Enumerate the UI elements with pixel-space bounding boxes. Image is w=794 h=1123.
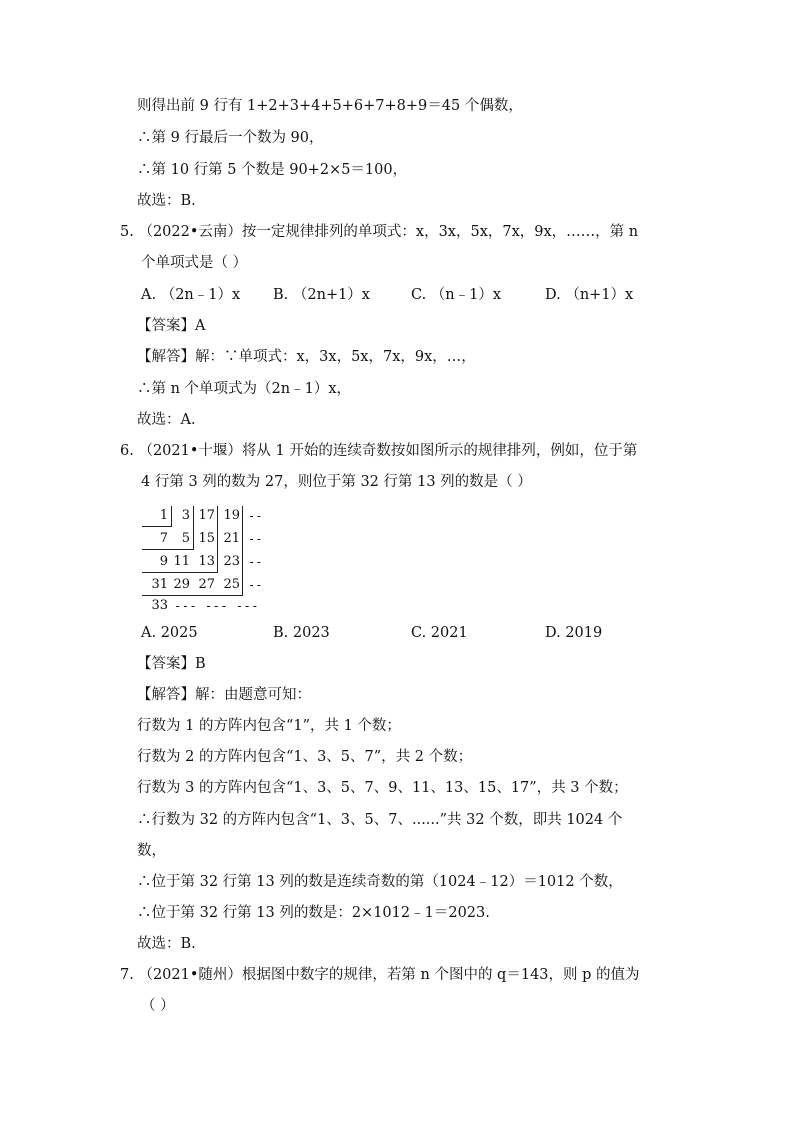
- line-l1: 则得出前 9 行有 1+2+3+4+5+6+7+8+9＝45 个偶数，: [137, 98, 523, 114]
- grid-cell: 11: [173, 554, 190, 569]
- grid-cell: 5: [181, 531, 190, 546]
- q6-option-d: D. 2019: [545, 625, 603, 641]
- grid-dash: --: [248, 578, 263, 592]
- grid-line: [171, 506, 172, 526]
- grid-cell: 31: [151, 577, 168, 592]
- grid-cell: 15: [198, 531, 215, 546]
- q6-solution-step-1: 行数为 1 的方阵内包含“1”，共 1 个数；: [137, 718, 401, 734]
- odd-number-grid-figure: [142, 506, 272, 612]
- q6-option-a: A. 2025: [141, 625, 198, 641]
- grid-line: [142, 549, 194, 550]
- grid-line: [217, 506, 218, 572]
- q6-solution-step-7: ∴位于第 32 行第 13 列的数是：2×1012﹣1＝2023.: [137, 905, 490, 921]
- grid-cell: 13: [198, 554, 215, 569]
- question-5-stem-cont: 个单项式是（ ）: [141, 255, 248, 271]
- grid-cell: 27: [198, 577, 215, 592]
- q5-option-c: C. （n﹣1）x: [411, 287, 502, 303]
- q5-option-a: A. （2n﹣1）x: [141, 287, 241, 303]
- grid-line: [142, 526, 172, 527]
- q5-solution-step-2: ∴第 n 个单项式为（2n﹣1）x，: [137, 381, 352, 397]
- q6-solution-step-5: 数，: [137, 843, 166, 859]
- q5-option-b: B. （2n+1）x: [273, 287, 370, 303]
- grid-cell: 1: [159, 508, 168, 523]
- question-7-stem-cont: （ ）: [141, 998, 175, 1014]
- grid-cell: 19: [223, 508, 240, 523]
- q6-solution-step-2: 行数为 2 的方阵内包含“1、3、5、7”，共 2 个数；: [137, 749, 473, 765]
- q6-solution-step-6: ∴位于第 32 行第 13 列的数是连续奇数的第（1024﹣12）＝1012 个数，: [137, 874, 623, 890]
- q5-option-d: D. （n+1）x: [545, 287, 634, 303]
- grid-cell: 3: [181, 508, 190, 523]
- grid-cell: 29: [173, 577, 190, 592]
- grid-dash: --- --- ---: [174, 599, 259, 613]
- q6-option-c: C. 2021: [411, 625, 468, 641]
- q6-solution: 【解答】解：由题意可知：: [137, 687, 311, 703]
- grid-dash: --: [248, 555, 263, 569]
- grid-cell: 9: [159, 554, 168, 569]
- question-5-stem: 5. （2022•云南）按一定规律排列的单项式：x，3x，5x，7x，9x，……，第 n: [120, 224, 639, 240]
- grid-line: [142, 595, 243, 596]
- grid-cell: 21: [223, 531, 240, 546]
- grid-dash: --: [248, 532, 263, 546]
- q6-solution-step-4: ∴行数为 32 的方阵内包含“1、3、5、7、......”共 32 个数，即共 1024 个: [137, 812, 623, 828]
- q5-solution: 【解答】解：∵单项式：x，3x，5x，7x，9x，…，: [137, 349, 476, 365]
- grid-cell: 23: [223, 554, 240, 569]
- grid-cell: 7: [159, 531, 168, 546]
- q6-answer: 【答案】B: [137, 656, 206, 672]
- line-l3: ∴第 10 行第 5 个数是 90+2×5＝100，: [137, 162, 408, 178]
- q5-answer: 【答案】A: [137, 318, 206, 334]
- question-7-stem: 7. （2021•随州）根据图中数字的规律，若第 n 个图中的 q＝143，则 p 的值为: [120, 967, 640, 983]
- grid-cell: 17: [198, 508, 215, 523]
- q6-option-b: B. 2023: [273, 625, 330, 641]
- q6-solution-step-3: 行数为 3 的方阵内包含“1、3、5、7、9、11、13、15、17”，共 3 个数；: [137, 780, 628, 796]
- q6-solution-step-8: 故选：B.: [137, 936, 196, 952]
- q5-solution-step-3: 故选：A.: [137, 412, 196, 428]
- question-6-stem: 6. （2021•十堰）将从 1 开始的连续奇数按如图所示的规律排列，例如，位于第: [120, 443, 638, 459]
- grid-line: [193, 506, 194, 549]
- line-l4: 故选：B.: [137, 193, 196, 209]
- grid-line: [142, 572, 218, 573]
- grid-line: [242, 506, 243, 595]
- grid-cell: 33: [151, 598, 168, 613]
- grid-dash: --: [248, 509, 263, 523]
- question-6-stem-cont: 4 行第 3 列的数为 27，则位于第 32 行第 13 列的数是（ ）: [141, 474, 532, 490]
- grid-cell: 25: [223, 577, 240, 592]
- line-l2: ∴第 9 行最后一个数为 90，: [137, 130, 324, 146]
